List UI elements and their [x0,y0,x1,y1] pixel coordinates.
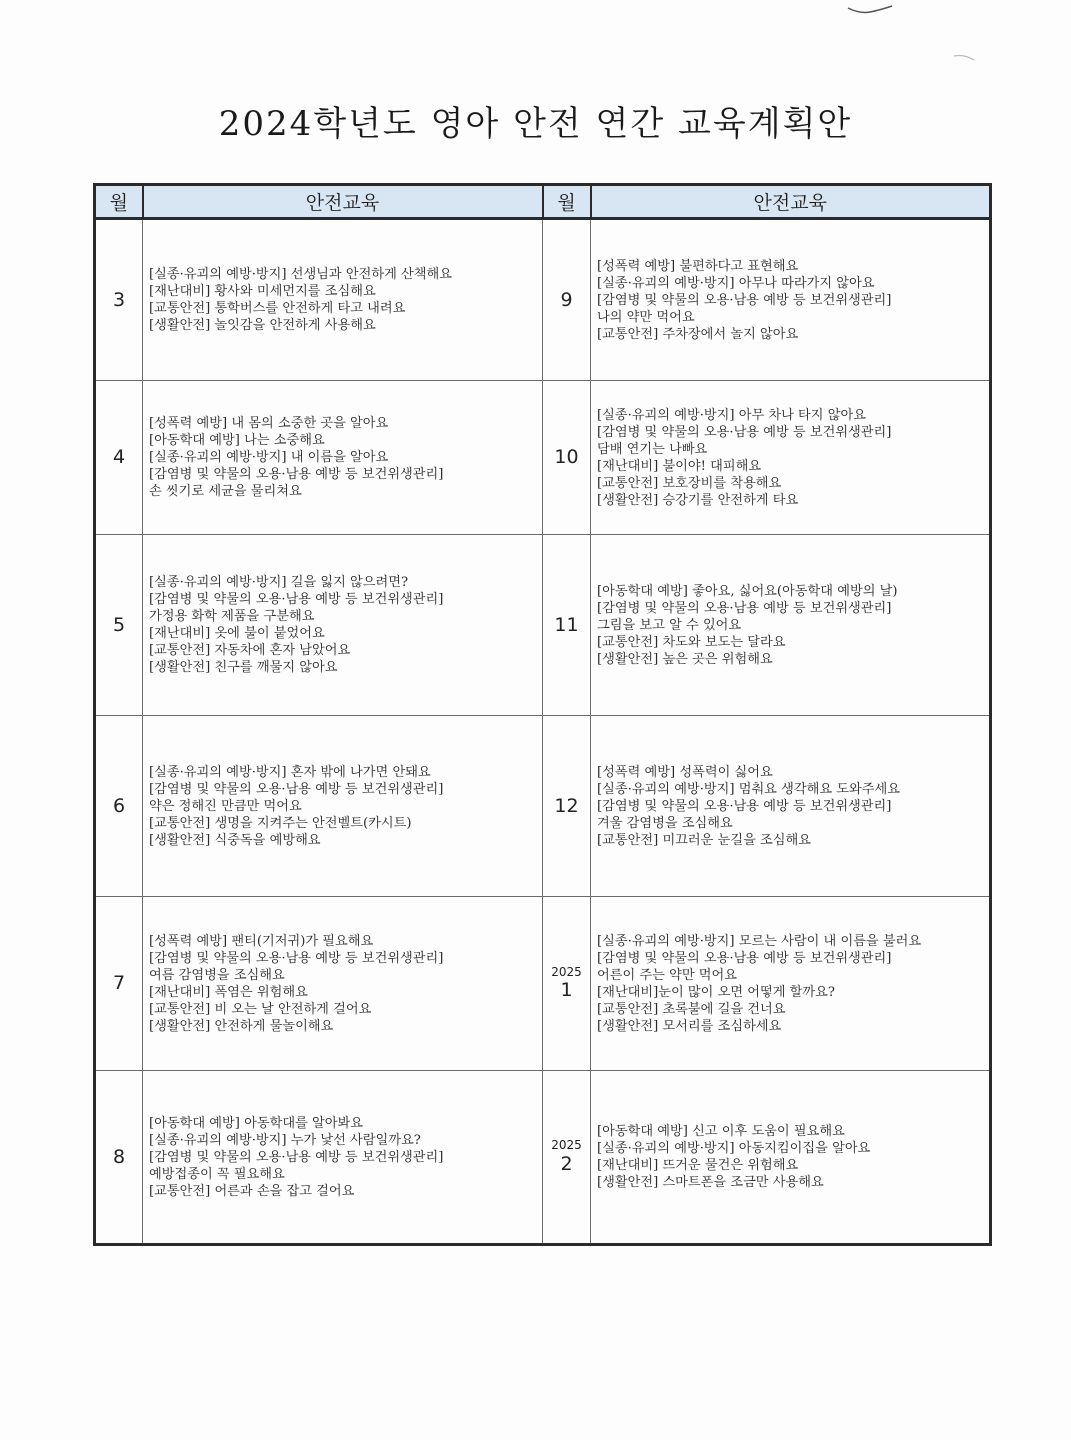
education-item: [교통안전] 자동차에 혼자 남았어요 [149,643,351,658]
education-content-cell [591,1071,991,1245]
education-item: 손 씻기로 세균을 물리쳐요 [149,484,302,499]
education-item: [실종·유괴의 예방·방지] 모르는 사람이 내 이름을 불러요 [597,933,922,949]
education-item: [재난대비] 황사와 미세먼지를 조심해요 [149,284,376,299]
education-content-cell [591,381,991,535]
education-item: 그림을 보고 알 수 있어요 [597,617,742,633]
education-item: [감염병 및 약물의 오용·남용 예방 등 보건위생관리] [597,292,892,308]
education-item: [생활안전] 모서리를 조심하세요 [597,1018,782,1034]
education-item: [생활안전] 놀잇감을 안전하게 사용해요 [149,318,376,333]
month-cell [95,535,143,716]
content-header: 안전교육 [591,185,991,219]
education-item: [생활안전] 안전하게 물놀이해요 [149,1018,334,1034]
month-cell [543,1071,591,1245]
education-item: [감염병 및 약물의 오용·남용 예방 등 보건위생관리] [149,467,444,482]
table-row [95,1071,991,1245]
education-item: [실종·유괴의 예방·방지] 아무나 따라가지 않아요 [597,275,875,291]
education-item: [교통안전] 비 오는 날 안전하게 걸어요 [149,1001,372,1017]
education-item: [성폭력 예방] 불편하다고 표현해요 [597,258,799,274]
education-item: [교통안전] 생명을 지켜주는 안전벨트(카시트) [149,815,412,831]
education-item: [재난대비]눈이 많이 오면 어떻게 할까요? [597,984,835,1000]
month-number: 6 [112,794,126,817]
year-label: 2025 [551,964,582,979]
month-cell [543,897,591,1071]
education-item: 나의 약만 먹어요 [597,309,695,325]
education-item: [감염병 및 약물의 오용·남용 예방 등 보건위생관리] [149,950,444,966]
month-number: 7 [112,972,126,995]
education-item: [성폭력 예방] 팬티(기저귀)가 필요해요 [149,933,374,949]
education-item: [감염병 및 약물의 오용·남용 예방 등 보건위생관리] [149,592,444,607]
education-item: 어른이 주는 약만 먹어요 [597,967,737,983]
education-content-cell [591,716,991,897]
month-cell [95,219,143,381]
page-title: 2024학년도 영아 안전 연간 교육계획안 [218,104,853,144]
education-item: [실종·유괴의 예방·방지] 멈춰요 생각해요 도와주세요 [597,781,900,797]
education-item: [재난대비] 불이야! 대피해요 [597,458,762,474]
scan-smudge-mark [950,50,980,65]
month-cell [95,716,143,897]
month-number: 1 [560,979,573,1002]
table-row [95,897,991,1071]
table-body [95,219,991,1245]
table-row [95,535,991,716]
safety-plan-table [93,183,992,1246]
month-cell [95,897,143,1071]
month-number: 10 [554,446,579,469]
education-item: [교통안전] 차도와 보도는 달라요 [597,634,786,650]
education-item: [교통안전] 통학버스를 안전하게 타고 내려요 [149,301,406,316]
month-cell [95,381,143,535]
education-item: [실종·유괴의 예방·방지] 선생님과 안전하게 산책해요 [149,267,452,282]
month-header: 월 [543,185,591,219]
education-item: [감염병 및 약물의 오용·남용 예방 등 보건위생관리] [597,424,892,440]
scan-pen-mark [840,0,900,20]
education-item: [교통안전] 미끄러운 눈길을 조심해요 [597,832,811,848]
education-item: [재난대비] 뜨거운 물건은 위험해요 [597,1158,799,1173]
education-item: [생활안전] 식중독을 예방해요 [149,832,321,848]
education-item: [감염병 및 약물의 오용·남용 예방 등 보건위생관리] [597,950,892,966]
month-number: 9 [560,288,573,311]
education-content-cell [143,897,543,1071]
education-item: 담배 연기는 나빠요 [597,441,708,457]
education-content-cell [591,897,991,1071]
month-number: 3 [112,288,126,311]
education-item: [재난대비] 폭염은 위험해요 [149,984,308,1000]
month-header: 월 [95,185,143,219]
education-item: [생활안전] 승강기를 안전하게 타요 [597,492,799,508]
education-item: [생활안전] 높은 곳은 위험해요 [597,651,773,667]
education-item: [실종·유괴의 예방·방지] 누가 낯선 사람일까요? [149,1132,421,1148]
year-label: 2025 [551,1138,582,1153]
education-content-cell [143,219,543,381]
education-item: [교통안전] 주차장에서 놀지 않아요 [597,326,799,342]
table-row [95,716,991,897]
education-item: [성폭력 예방] 내 몸의 소중한 곳을 알아요 [149,416,389,431]
month-cell [95,1071,143,1245]
education-item: [실종·유괴의 예방·방지] 길을 잃지 않으려면? [149,575,409,590]
month-number: 8 [112,1145,126,1168]
education-content-cell [143,716,543,897]
education-item: [감염병 및 약물의 오용·남용 예방 등 보건위생관리] [597,798,892,814]
education-item: 겨울 감염병을 조심해요 [597,815,733,831]
education-item: [생활안전] 스마트폰을 조금만 사용해요 [597,1175,824,1190]
table-header-row [95,185,991,219]
education-item: [아동학대 예방] 아동학대를 알아봐요 [149,1115,363,1131]
education-item: [성폭력 예방] 성폭력이 싫어요 [597,764,773,780]
education-item: [감염병 및 약물의 오용·남용 예방 등 보건위생관리] [597,600,892,616]
education-item: [생활안전] 친구를 깨물지 않아요 [149,660,338,675]
education-item: [아동학대 예방] 좋아요, 싫어요(아동학대 예방의 날) [597,583,898,599]
education-item: [재난대비] 옷에 불이 붙었어요 [149,626,325,641]
month-number: 2 [560,1152,573,1175]
education-item: [교통안전] 초록불에 길을 건너요 [597,1001,786,1017]
education-item: [실종·유괴의 예방·방지] 내 이름을 알아요 [149,450,389,465]
education-item: [아동학대 예방] 신고 이후 도움이 필요해요 [597,1124,845,1139]
education-item: 가정용 화학 제품을 구분해요 [149,609,315,624]
education-item: 여름 감염병을 조심해요 [149,967,285,983]
education-item: [실종·유괴의 예방·방지] 혼자 밖에 나가면 안돼요 [149,764,431,780]
month-cell [543,535,591,716]
education-content-cell [143,535,543,716]
education-item: 예방접종이 꼭 필요해요 [149,1166,285,1182]
month-number: 4 [112,446,126,469]
month-cell [543,716,591,897]
education-content-cell [591,219,991,381]
education-content-cell [143,381,543,535]
content-header: 안전교육 [143,185,543,219]
month-number: 5 [112,613,126,636]
education-item: [감염병 및 약물의 오용·남용 예방 등 보건위생관리] [149,781,444,797]
education-item: [교통안전] 어른과 손을 잡고 걸어요 [149,1183,355,1199]
education-content-cell [143,1071,543,1245]
table-row [95,219,991,381]
month-number: 11 [554,613,579,636]
education-item: [감염병 및 약물의 오용·남용 예방 등 보건위생관리] [149,1149,444,1165]
education-item: [실종·유괴의 예방·방지] 아동지킴이집을 알아요 [597,1141,871,1156]
education-item: [실종·유괴의 예방·방지] 아무 차나 타지 않아요 [597,407,866,423]
education-item: 약은 정해진 만큼만 먹어요 [149,798,302,814]
month-number: 12 [554,794,579,817]
education-content-cell [591,535,991,716]
education-item: [교통안전] 보호장비를 착용해요 [597,475,782,491]
table-row [95,381,991,535]
education-item: [아동학대 예방] 나는 소중해요 [149,433,325,448]
month-cell [543,219,591,381]
month-cell [543,381,591,535]
